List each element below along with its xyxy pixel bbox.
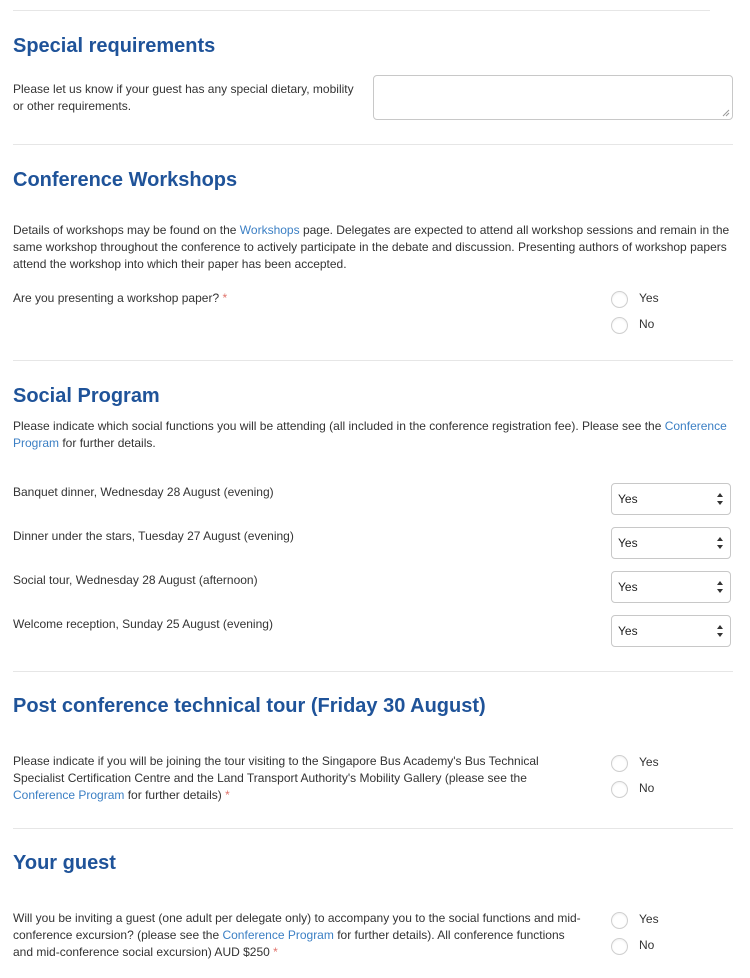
divider-top <box>13 10 710 11</box>
divider-guest <box>13 828 733 829</box>
guest-conference-program-link[interactable]: Conference Program <box>222 928 334 942</box>
conference-program-link[interactable]: Conference Program <box>13 419 727 450</box>
guest-no-label[interactable]: No <box>639 938 655 952</box>
social-program-description <box>13 418 731 452</box>
welcome-reception-label: Welcome reception, Sunday 25 August (evening) <box>13 617 273 631</box>
dinner-stars-value: Yes <box>618 536 638 550</box>
workshops-heading: Conference Workshops <box>13 169 238 191</box>
required-marker: * <box>222 291 228 305</box>
social-tour-value: Yes <box>618 580 638 594</box>
guest-question <box>13 910 583 961</box>
resize-handle-icon[interactable] <box>722 109 730 117</box>
dinner-stars-label: Dinner under the stars, Tuesday 27 August (evening) <box>13 529 294 543</box>
social-program-heading: Social Program <box>13 385 160 407</box>
technical-tour-no-radio[interactable] <box>611 781 628 798</box>
technical-tour-no-label[interactable]: No <box>639 781 655 795</box>
workshop-paper-no-radio[interactable] <box>611 317 628 334</box>
select-arrows-icon <box>717 580 723 594</box>
banquet-dinner-label: Banquet dinner, Wednesday 28 August (evening) <box>13 485 274 499</box>
divider-social <box>13 360 733 361</box>
tour-question-text-1: Please indicate if you will be joining the tour visiting to the Singapore Bus Academy's Bus Technical Specialist Certification Centre and the Land Transport Authority's Mobility Gallery (please see the <box>13 754 539 785</box>
select-arrows-icon <box>717 536 723 550</box>
workshops-description <box>13 222 731 273</box>
welcome-reception-value: Yes <box>618 624 638 638</box>
special-requirements-heading: Special requirements <box>13 35 216 57</box>
select-arrows-icon <box>717 492 723 506</box>
banquet-dinner-value: Yes <box>618 492 638 506</box>
divider-tour <box>13 671 733 672</box>
social-tour-label: Social tour, Wednesday 28 August (afternoon) <box>13 573 258 587</box>
guest-no-radio[interactable] <box>611 938 628 955</box>
dinner-stars-select[interactable] <box>611 527 731 559</box>
workshops-desc-text-2: page. Delegates are expected to attend all workshop sessions and remain in the same workshop throughout the conference to actively participate in the debate and discussion. Presenting authors of workshop papers attend the workshop into which their paper has been accepted. <box>13 223 730 271</box>
your-guest-heading: Your guest <box>13 852 116 874</box>
technical-tour-yes-label[interactable]: Yes <box>639 755 659 769</box>
special-requirements-description: Please let us know if your guest has any special dietary, mobility or other requirements. <box>13 82 354 113</box>
workshop-paper-question-text: Are you presenting a workshop paper? <box>13 291 220 305</box>
workshops-link[interactable]: Workshops <box>239 223 300 237</box>
workshop-paper-yes-radio[interactable] <box>611 291 628 308</box>
tour-conference-program-link[interactable]: Conference Program <box>13 788 125 802</box>
select-arrows-icon <box>717 624 723 638</box>
social-desc-text-1: Please indicate which social functions you will be attending (all included in the conference registration fee). Please see the <box>13 419 665 433</box>
guest-question-text-1: Will you be inviting a guest (one adult per delegate only) to accompany you to the social functions and mid-conference excursion? (please see the <box>13 911 581 942</box>
guest-question-text-2: for further details). All conference functions and mid-conference social excursion) AUD $250 <box>13 928 565 959</box>
technical-tour-yes-radio[interactable] <box>611 755 628 772</box>
guest-yes-radio[interactable] <box>611 912 628 929</box>
workshops-desc-text-1: Details of workshops may be found on the <box>13 223 240 237</box>
social-tour-select[interactable] <box>611 571 731 603</box>
workshop-paper-no-label[interactable]: No <box>639 317 655 331</box>
divider-workshops <box>13 144 733 145</box>
required-marker: * <box>273 945 278 959</box>
workshop-paper-yes-label[interactable]: Yes <box>639 291 659 305</box>
social-desc-text-2: for further details. <box>59 436 156 450</box>
guest-yes-label[interactable]: Yes <box>639 912 659 926</box>
welcome-reception-select[interactable] <box>611 615 731 647</box>
technical-tour-question <box>13 753 573 804</box>
workshop-paper-question <box>13 290 227 307</box>
banquet-dinner-select[interactable] <box>611 483 731 515</box>
technical-tour-heading: Post conference technical tour (Friday 30 August) <box>13 695 486 717</box>
required-marker: * <box>225 788 230 802</box>
tour-question-text-2: for further details) <box>124 788 222 802</box>
special-requirements-input[interactable] <box>373 75 733 120</box>
